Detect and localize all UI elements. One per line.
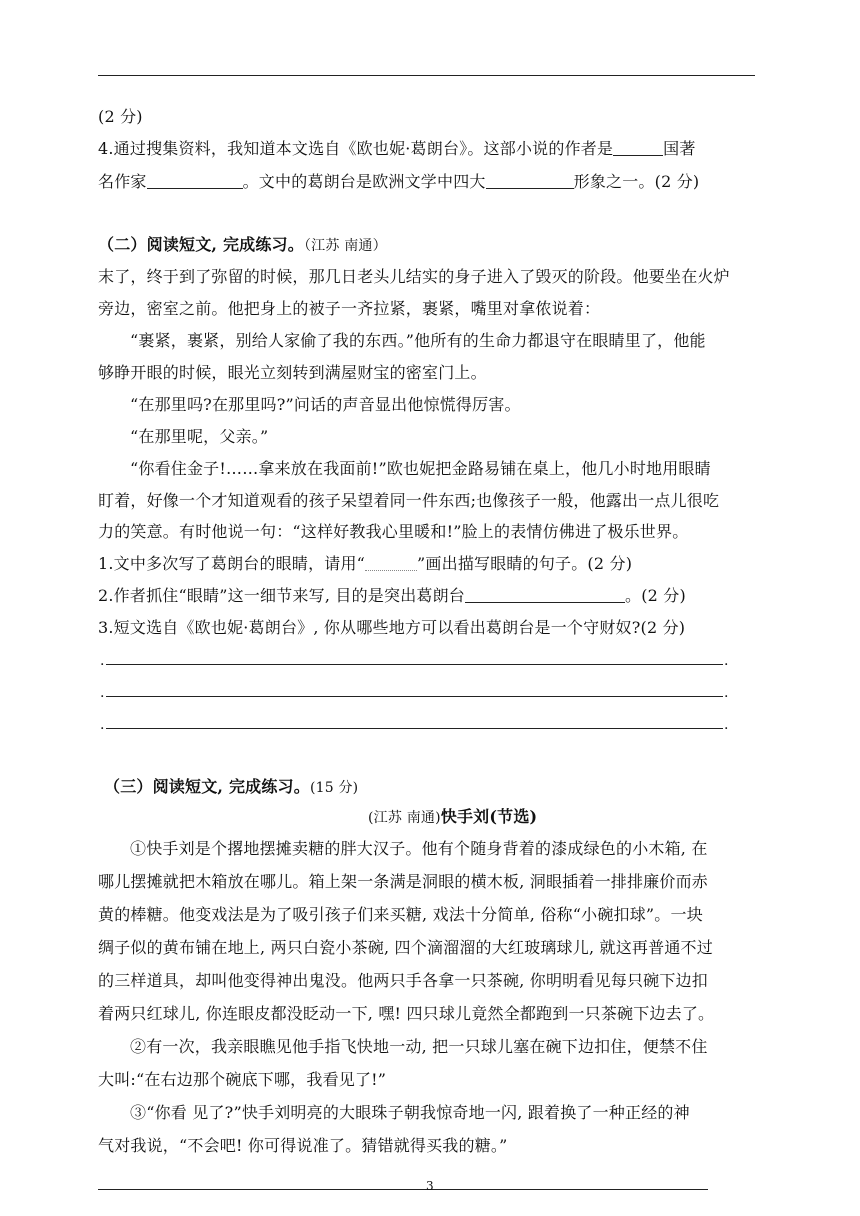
answer-line-dot: . [100, 653, 105, 669]
answer-line-dot: . [100, 685, 105, 701]
answer-blank[interactable] [613, 139, 663, 156]
header-rule [98, 75, 755, 76]
passage-line: ①快手刘是个撂地摆摊卖糖的胖大汉子。他有个随身背着的漆成绿色的小木箱, 在 [130, 839, 708, 858]
footer-rule [98, 1189, 708, 1190]
section-2-heading [98, 234, 387, 257]
passage-line: ③“你看 见了?”快手刘明亮的大眼珠子朝我惊奇地一闪, 跟着换了一种正经的神 [130, 1103, 690, 1122]
question-2 [98, 585, 686, 607]
passage-line: “在那里吗?在那里吗?”问话的声音显出他惊慌得厉害。 [130, 395, 521, 414]
question-4-line-1 [98, 138, 696, 160]
passage-line: 黄的棒糖。他变戏法是为了吸引孩子们来买糖, 戏法十分简单, 俗称“小碗扣球”。一块 [98, 905, 703, 924]
question-1-text: ”画出描写眼睛的句子。(2 分) [417, 554, 633, 573]
answer-line-end-dot: . [724, 717, 729, 733]
passage-line: 末了，终于到了弥留的时候，那几日老头儿结实的身子进入了毁灭的阶段。他要坐在火炉 [98, 267, 730, 286]
passage-line: ②有一次，我亲眼瞧见他手指飞快地一动, 把一只球儿塞在碗下边扣住，便禁不住 [130, 1037, 708, 1056]
section-heading: （三）阅读短文, 完成练习。 [104, 777, 310, 796]
score-note: (2 分) [98, 107, 143, 126]
section-heading: （二）阅读短文, 完成练习。 [98, 235, 304, 254]
answer-line-dot: . [100, 717, 105, 733]
passage-line: 盯着，好像一个才知道观看的孩子呆望着同一件东西;也像孩子一般，他露出一点儿很吃 [98, 491, 720, 510]
passage-line: “裹紧，裹紧，别给人家偷了我的东西。”他所有的生命力都退守在眼睛里了，他能 [130, 331, 706, 350]
question-2-text: 。(2 分) [625, 586, 686, 605]
passage-line: “你看住金子!……拿来放在我面前!”欧也妮把金路易铺在桌上，他几小时地用眼睛 [130, 459, 711, 478]
answer-blank[interactable] [486, 172, 574, 189]
article-source: (江苏 南通) [368, 810, 441, 826]
passage-line: “在那里呢，父亲。” [130, 427, 269, 446]
answer-line[interactable] [106, 664, 723, 665]
question-1 [98, 553, 632, 575]
section-score: (15 分) [309, 780, 359, 796]
answer-line[interactable] [106, 696, 723, 697]
section-source: （江苏 南通） [303, 238, 387, 254]
passage-line: 旁边，密室之前。他把身上的被子一齐拉紧，裹紧，嘴里对拿侬说着： [98, 299, 601, 318]
question-2-text: 2.作者抓住“眼睛”这一细节来写, 目的是突出葛朗台 [98, 586, 465, 605]
passage-line: 大叫:“在右边那个碗底下哪，我看见了!” [98, 1070, 387, 1089]
passage-line: 绸子似的黄布铺在地上, 两只白瓷小茶碗, 四个滴溜溜的大红玻璃球儿, 就这再普通不过 [98, 938, 713, 957]
section-3-heading [104, 776, 358, 799]
question-4-text: 。文中的葛朗台是欧洲文学中四大 [242, 172, 486, 191]
answer-blank[interactable] [465, 586, 625, 603]
passage-line: 力的笑意。有时他说一句：“这样好教我心里暖和!”脸上的表情仿佛进了极乐世界。 [98, 522, 689, 541]
question-4-text: 国著 [663, 139, 696, 158]
page-number: 3 [426, 1179, 434, 1193]
dotted-underline-sample [365, 556, 417, 571]
answer-line[interactable] [106, 728, 723, 729]
question-3: 3.短文选自《欧也妮·葛朗台》, 你从哪些地方可以看出葛朗台是一个守财奴?(2 分) [98, 618, 686, 637]
passage-line: 哪儿摆摊就把木箱放在哪儿。箱上架一条满是洞眼的横木板, 洞眼插着一排排廉价而赤 [98, 872, 708, 891]
answer-line-end-dot: . [724, 653, 729, 669]
question-4-text: 4.通过搜集资料，我知道本文选自《欧也妮·葛朗台》。这部小说的作者是 [98, 139, 614, 158]
question-4-text: 形象之一。(2 分) [573, 172, 700, 191]
passage-line: 气对我说，“不会吧! 你可得说准了。猜错就得买我的糖。” [98, 1136, 508, 1155]
article-title-line [368, 806, 537, 829]
article-title: 快手刘(节选) [440, 807, 538, 826]
answer-line-end-dot: . [724, 685, 729, 701]
question-1-text: 1.文中多次写了葛朗台的眼睛，请用“ [98, 554, 366, 573]
question-4-text: 名作家 [98, 172, 147, 191]
passage-line: 够睁开眼的时候，眼光立刻转到满屋财宝的密室门上。 [98, 363, 487, 382]
passage-line: 着两只红球儿, 你连眼皮都没眨动一下, 嘿! 四只球儿竟然全都跑到一只茶碗下边去了。 [98, 1004, 715, 1023]
question-4-line-2 [98, 171, 699, 193]
passage-line: 的三样道具，却叫他变得神出鬼没。他两只手各拿一只茶碗, 你明明看见每只碗下边扣 [98, 971, 708, 990]
answer-blank[interactable] [147, 172, 243, 189]
